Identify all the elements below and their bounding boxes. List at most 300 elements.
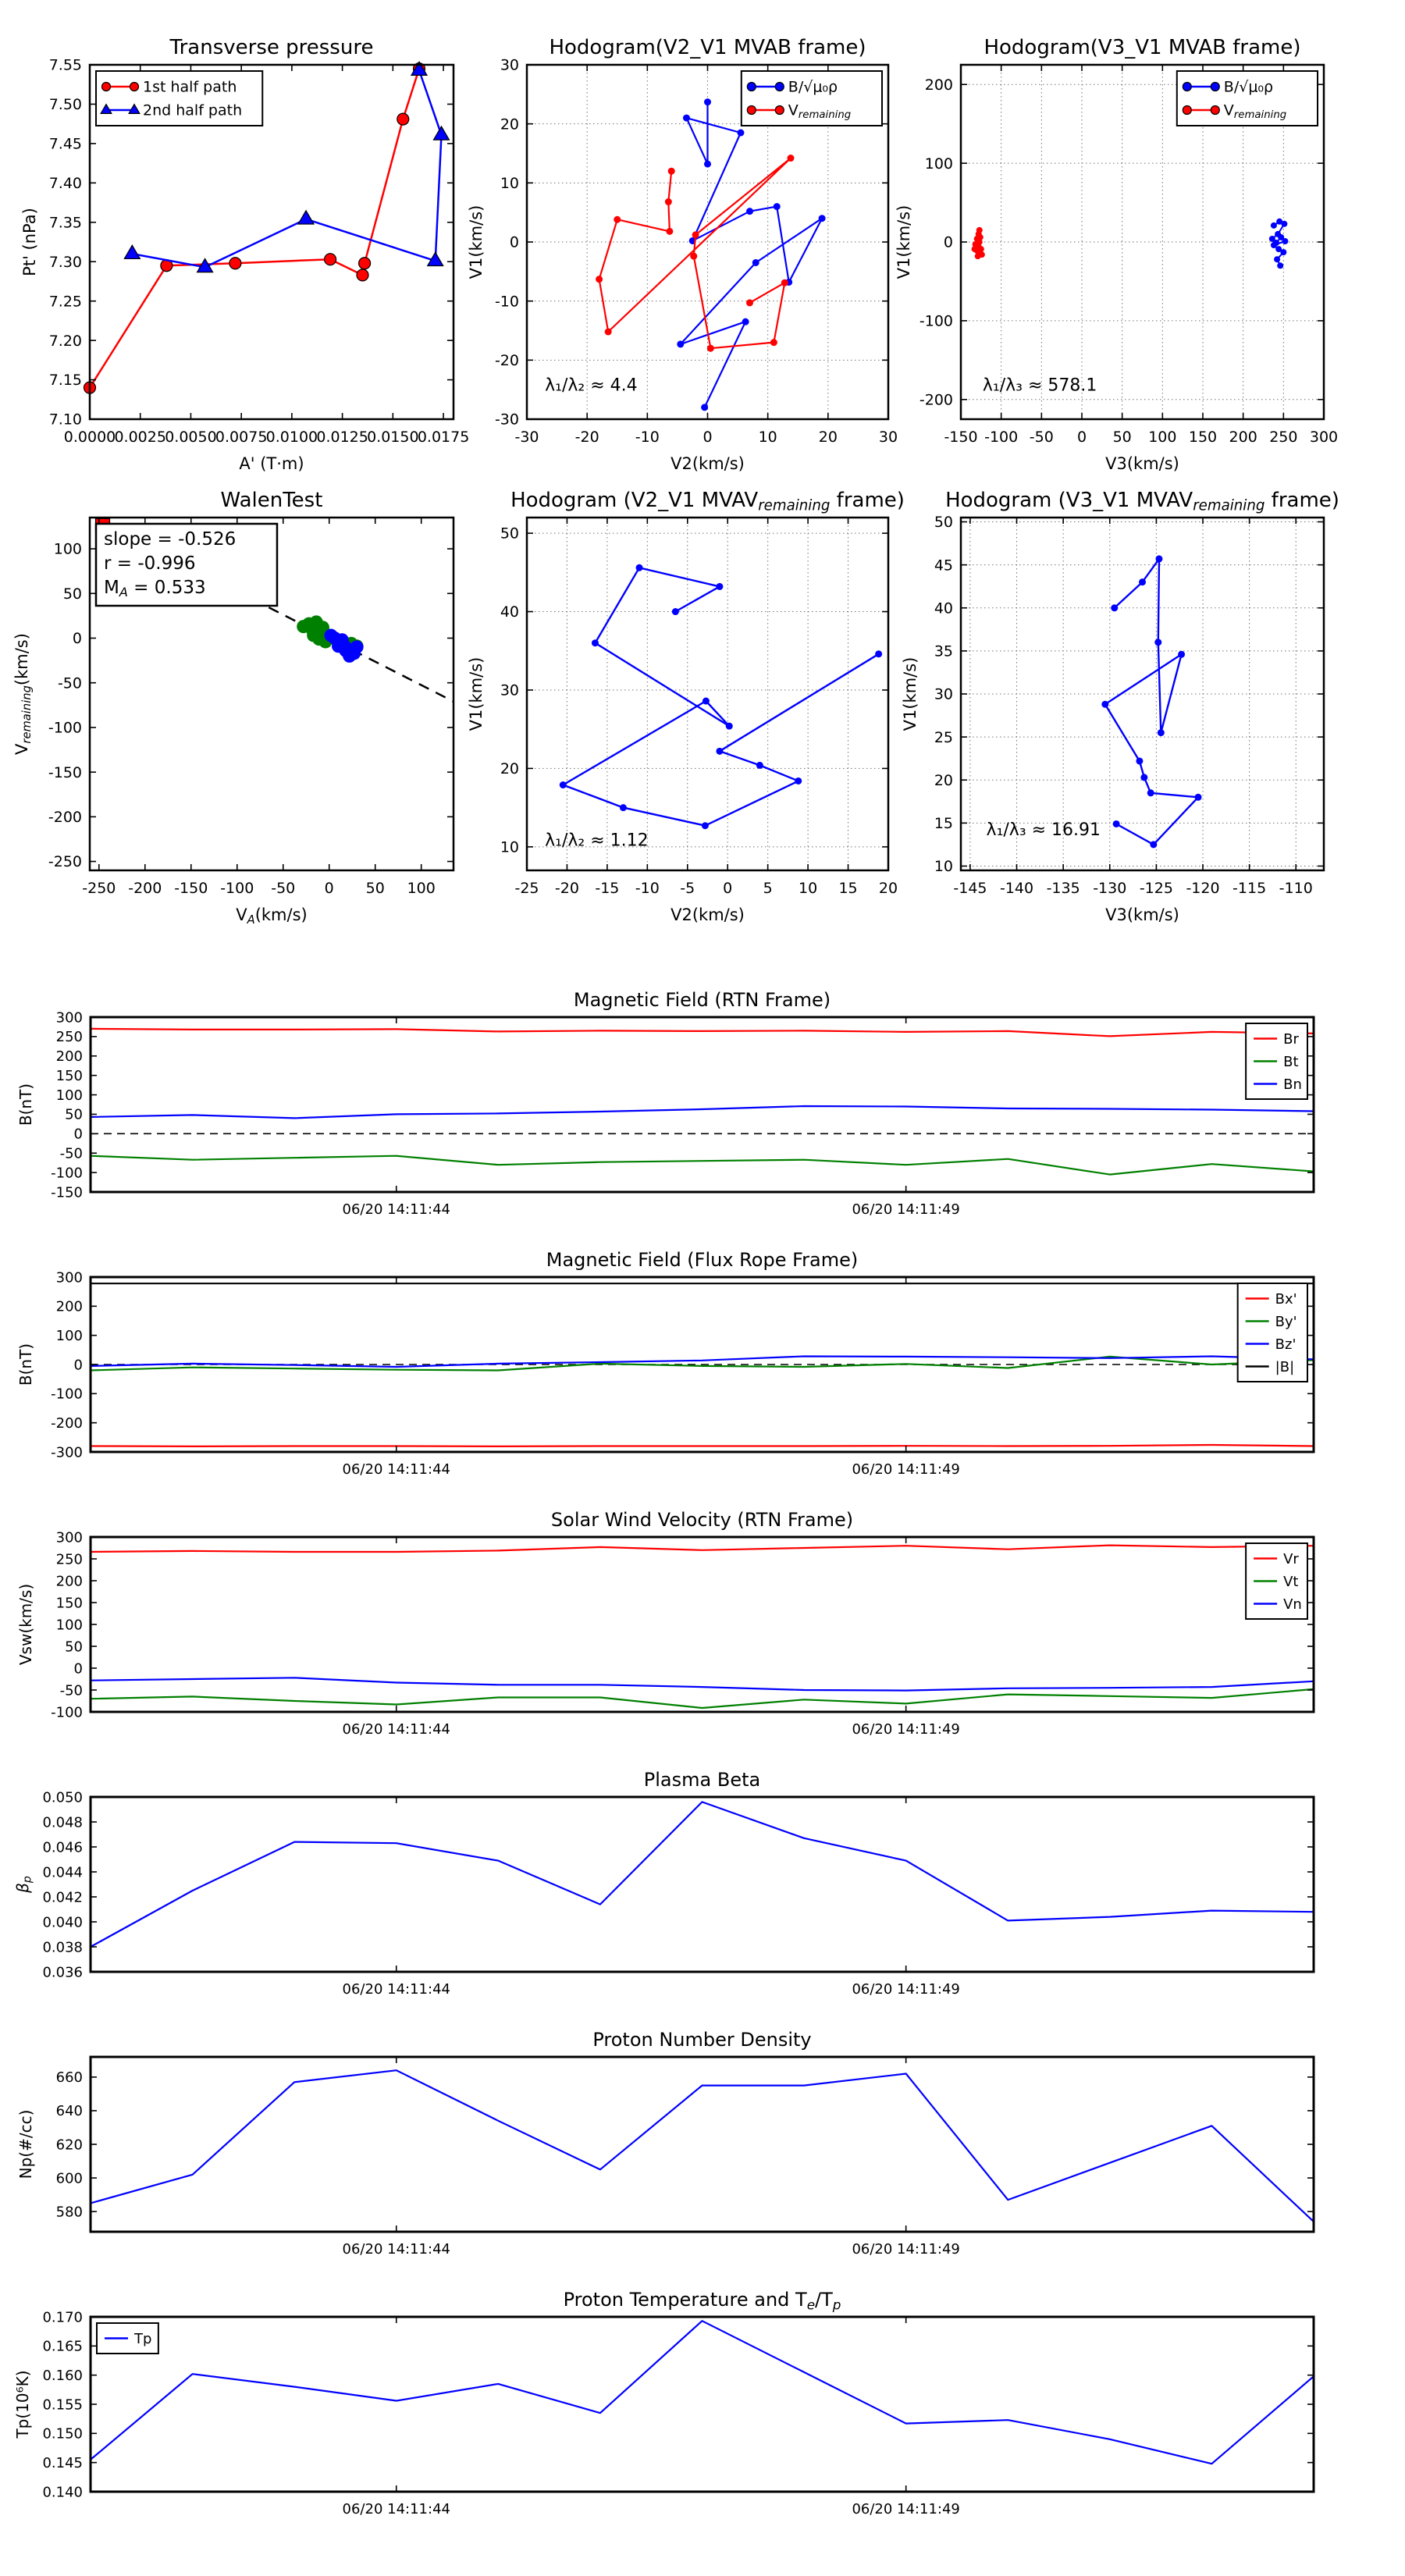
data-point-marker (298, 211, 314, 224)
data-point-marker (746, 299, 753, 306)
data-point-marker (704, 161, 711, 168)
y-tick-label: 620 (55, 2137, 83, 2154)
x-tick-label: -30 (514, 429, 539, 446)
data-point-marker (350, 640, 364, 653)
series-line (1105, 559, 1198, 845)
legend-box (1246, 1023, 1307, 1099)
data-point-marker (787, 155, 794, 162)
legend-box (1238, 1283, 1307, 1382)
x-tick-label: -250 (82, 880, 116, 897)
x-tick-label: 0.0050 (165, 429, 217, 446)
y-tick-label: 10 (500, 174, 519, 192)
legend-box (1177, 71, 1318, 126)
series-group (91, 1546, 1314, 1708)
data-point-marker (781, 279, 788, 286)
y-tick-label: -100 (51, 1386, 83, 1403)
x-tick-label: 100 (407, 880, 436, 897)
x-tick-label: -135 (1046, 880, 1080, 897)
x-tick-label: -15 (595, 880, 620, 897)
y-tick-label: 10 (500, 838, 519, 856)
y-tick-label: -30 (494, 411, 519, 429)
x-tick-label: -140 (999, 880, 1034, 897)
y-tick-label: -250 (48, 853, 82, 871)
y-tick-label: 50 (934, 514, 953, 532)
data-point-marker (1183, 83, 1191, 91)
series-line (91, 2321, 1314, 2464)
data-point-marker (668, 168, 675, 175)
chart-plasma-beta (13, 1769, 1314, 1998)
x-tick-label: 0 (723, 880, 733, 897)
y-axis-label: βp (13, 1876, 34, 1893)
data-point-marker (795, 777, 802, 785)
stats-line: r = -0.996 (104, 553, 196, 574)
y-tick-label: 0 (73, 1126, 83, 1143)
y-tick-label: 0 (509, 233, 519, 251)
legend-label: 2nd half path (143, 101, 243, 119)
chart-hodogram-v2v1-mvav (467, 489, 905, 924)
data-point-marker (1147, 789, 1154, 796)
annotation: λ₁/λ₃ ≈ 578.1 (982, 375, 1097, 396)
x-tick-label: 06/20 14:11:44 (342, 2241, 450, 2258)
data-point-marker (875, 650, 882, 657)
data-point-marker (596, 276, 603, 283)
x-tick-label: 0.0125 (316, 429, 368, 446)
chart-hodogram-v2v1-mvab (467, 36, 898, 473)
x-tick-label: 15 (838, 880, 858, 897)
legend-label: By' (1275, 1313, 1297, 1330)
axes-frame (527, 518, 888, 870)
chart-title: WalenTest (220, 489, 323, 512)
data-point-marker (677, 340, 684, 347)
x-tick-label: -50 (271, 880, 296, 897)
y-tick-label: -10 (494, 293, 519, 311)
data-point-marker (704, 98, 711, 105)
data-point-marker (1111, 604, 1118, 611)
series-line (91, 1802, 1314, 1947)
y-tick-label: -200 (48, 808, 82, 826)
x-tick-label: 0.0025 (114, 429, 166, 446)
x-axis-label: VA(km/s) (236, 906, 308, 927)
x-tick-label: 06/20 14:11:44 (342, 1201, 450, 1218)
y-tick-label: 100 (55, 1087, 83, 1104)
x-tick-label: 06/20 14:11:49 (852, 2501, 960, 2517)
x-tick-label: 0.0075 (215, 429, 268, 446)
axis-ticks (91, 1537, 1314, 1712)
subplot-transverse-pressure (20, 36, 470, 473)
y-tick-label: 40 (500, 603, 519, 621)
chart-hodogram-v3v1-mvav (901, 489, 1339, 924)
data-point-marker (1101, 701, 1108, 708)
x-tick-label: 20 (818, 429, 838, 446)
series-line (91, 1029, 1314, 1037)
legend-label: B/√μ₀ρ (1223, 78, 1274, 96)
chart-title: Plasma Beta (643, 1769, 761, 1791)
data-point-marker (336, 633, 349, 646)
y-tick-label: 30 (500, 681, 519, 699)
y-tick-label: 300 (55, 1269, 83, 1286)
y-axis-label: V1(km/s) (467, 205, 486, 279)
legend-label: |B| (1275, 1358, 1295, 1375)
y-tick-label: 50 (500, 525, 519, 543)
y-axis-label: Pt' (nPa) (20, 208, 39, 276)
x-tick-label: -200 (128, 880, 162, 897)
x-tick-label: 0.0175 (417, 429, 470, 446)
data-point-marker (702, 698, 710, 705)
series-group (596, 98, 826, 411)
y-tick-label: 0.170 (42, 2309, 83, 2326)
y-tick-label: 0.042 (42, 1889, 83, 1906)
data-point-marker (1139, 578, 1146, 585)
x-tick-label: 250 (1269, 429, 1298, 446)
y-tick-label: 30 (500, 56, 519, 74)
x-tick-label: 0.0150 (367, 429, 419, 446)
x-tick-label: -120 (1186, 880, 1220, 897)
series-line (91, 2070, 1314, 2222)
y-tick-label: 7.45 (48, 135, 82, 153)
y-tick-label: 300 (55, 1529, 83, 1546)
x-tick-label: 10 (799, 880, 818, 897)
stats-line: MA = 0.533 (104, 577, 206, 600)
data-point-marker (819, 215, 826, 222)
stats-line: slope = -0.526 (104, 528, 237, 550)
series-line (563, 568, 878, 825)
data-point-marker (359, 258, 371, 269)
x-tick-label: 10 (758, 429, 777, 446)
data-point-marker (742, 318, 749, 326)
y-tick-label: 7.50 (48, 96, 82, 114)
x-tick-label: 06/20 14:11:44 (342, 2501, 450, 2517)
y-tick-label: 50 (62, 585, 82, 603)
x-axis-label: V2(km/s) (670, 454, 745, 473)
subplot-magnetic-field-flux-rope (16, 1249, 1314, 1478)
data-point-marker (1178, 651, 1185, 658)
data-point-marker (690, 253, 697, 260)
y-tick-label: -50 (59, 1682, 83, 1699)
grid (961, 518, 1324, 870)
subplot-hodogram-v2v1-mvab (467, 36, 898, 473)
chart-vsw-rtn (16, 1509, 1314, 1738)
legend-label: Vremaining (788, 101, 852, 122)
chart-title: Solar Wind Velocity (RTN Frame) (550, 1509, 854, 1531)
y-tick-label: -150 (51, 1184, 83, 1201)
x-tick-label: -50 (1029, 429, 1054, 446)
y-tick-label: -100 (48, 719, 82, 737)
data-point-marker (716, 583, 723, 590)
y-tick-label: 50 (65, 1638, 83, 1656)
y-tick-label: 0.048 (42, 1814, 83, 1831)
series-group (91, 2321, 1314, 2464)
y-tick-label: -100 (51, 1165, 83, 1182)
y-tick-label: 0 (73, 1357, 83, 1374)
series-group (972, 219, 1289, 269)
y-axis-label: Vsw(km/s) (16, 1583, 35, 1666)
x-tick-label: 0 (702, 429, 713, 446)
subplot-magnetic-field-rtn (16, 989, 1314, 1218)
y-tick-label: 250 (55, 1551, 83, 1568)
x-tick-label: -115 (1232, 880, 1267, 897)
x-tick-label: 06/20 14:11:44 (342, 1721, 450, 1738)
y-tick-label: 200 (55, 1573, 83, 1590)
data-point-marker (1274, 256, 1280, 262)
data-point-marker (1211, 83, 1219, 91)
y-tick-label: 50 (65, 1106, 83, 1123)
chart-title: Hodogram (V3_V1 MVAVremaining frame) (945, 489, 1339, 514)
x-tick-label: -100 (220, 880, 254, 897)
axis-ticks (91, 1797, 1314, 1972)
y-tick-label: -100 (51, 1704, 83, 1721)
x-axis-label: V3(km/s) (1105, 454, 1179, 473)
data-point-marker (1150, 841, 1157, 848)
data-point-marker (726, 723, 733, 730)
data-point-marker (560, 781, 567, 788)
y-tick-label: 250 (55, 1029, 83, 1046)
data-point-marker (1280, 249, 1286, 255)
data-point-marker (605, 329, 612, 336)
y-tick-label: 100 (55, 1617, 83, 1634)
x-tick-label: 300 (1309, 429, 1339, 446)
subplot-proton-temperature (13, 2289, 1314, 2517)
chart-title: Hodogram(V3_V1 MVAB frame) (984, 36, 1301, 59)
x-tick-label: -110 (1279, 880, 1313, 897)
series-line (91, 1689, 1314, 1708)
x-tick-label: -130 (1093, 880, 1127, 897)
x-tick-label: 06/20 14:11:49 (852, 1981, 960, 1998)
series-group (91, 1802, 1314, 1947)
legend-label: Vremaining (1223, 101, 1287, 122)
data-point-marker (692, 231, 699, 238)
data-point-marker (747, 83, 756, 91)
y-tick-label: 660 (55, 2069, 83, 2087)
x-tick-label: -25 (514, 880, 539, 897)
data-point-marker (614, 216, 621, 223)
data-point-marker (770, 339, 777, 346)
y-tick-label: 0.165 (42, 2338, 83, 2355)
data-point-marker (1155, 555, 1162, 562)
y-tick-label: 25 (934, 728, 953, 746)
data-point-marker (665, 198, 672, 205)
y-tick-label: 0 (943, 233, 953, 251)
x-tick-label: 0 (324, 880, 334, 897)
data-point-marker (1113, 820, 1120, 827)
chart-tp (13, 2289, 1314, 2517)
y-tick-label: 580 (55, 2204, 83, 2221)
data-point-marker (737, 130, 744, 137)
data-point-marker (1136, 757, 1143, 764)
subplot-hodogram-v3v1-mvav-remaining (901, 489, 1339, 924)
legend-box (742, 71, 882, 126)
subplot-proton-number-density (16, 2029, 1314, 2258)
chart-b-rtn (16, 989, 1314, 1218)
y-tick-label: 0.036 (42, 1964, 83, 1981)
data-point-marker (701, 404, 708, 411)
data-point-marker (702, 822, 709, 829)
y-tick-label: -50 (59, 1145, 83, 1162)
y-tick-label: 0 (73, 1660, 83, 1678)
chart-title: Proton Temperature and Te/Tp (563, 2289, 841, 2313)
y-tick-label: 0.145 (42, 2454, 83, 2471)
y-tick-label: 7.30 (48, 253, 82, 271)
y-tick-label: 35 (934, 642, 953, 660)
annotation: λ₁/λ₂ ≈ 4.4 (545, 375, 638, 396)
data-point-marker (747, 106, 756, 115)
data-point-marker (1195, 794, 1202, 801)
y-tick-label: 20 (500, 760, 519, 778)
y-tick-label: 7.15 (48, 372, 82, 390)
data-point-marker (683, 115, 690, 122)
legend-label: Vt (1283, 1573, 1299, 1590)
axes-frame (91, 1537, 1314, 1712)
legend-box (97, 2323, 158, 2354)
y-tick-label: 10 (934, 858, 953, 876)
y-tick-label: 300 (55, 1009, 83, 1026)
x-tick-label: 06/20 14:11:44 (342, 1461, 450, 1478)
data-point-marker (229, 258, 241, 269)
chart-hodogram-v3v1-mvab (895, 36, 1339, 473)
x-tick-label: -125 (1139, 880, 1173, 897)
y-tick-label: 7.25 (48, 293, 82, 311)
y-tick-label: 150 (55, 1067, 83, 1084)
y-tick-label: 20 (500, 116, 519, 133)
y-tick-label: 20 (934, 771, 953, 789)
axis-ticks (527, 518, 888, 870)
y-tick-label: 0.140 (42, 2484, 83, 2501)
series-group (560, 564, 882, 829)
y-tick-label: 100 (924, 155, 953, 173)
y-tick-label: 7.35 (48, 214, 82, 232)
legend-label: Bt (1283, 1053, 1299, 1070)
x-tick-label: 06/20 14:11:49 (852, 2241, 960, 2258)
x-axis-label: V3(km/s) (1105, 906, 1179, 924)
data-point-marker (1211, 106, 1219, 115)
x-tick-label: 0.0000 (63, 429, 116, 446)
y-axis-label: V1(km/s) (901, 656, 919, 731)
x-tick-label: 20 (878, 880, 898, 897)
series-line (91, 1106, 1314, 1118)
y-tick-label: -200 (51, 1414, 83, 1432)
data-point-marker (707, 345, 714, 352)
chart-np (16, 2029, 1314, 2258)
y-tick-label: 0.038 (42, 1939, 83, 1956)
grid (527, 518, 888, 870)
axis-ticks (91, 1017, 1314, 1192)
y-tick-label: 600 (55, 2170, 83, 2187)
x-tick-label: 150 (1188, 429, 1218, 446)
series-line (91, 1357, 1314, 1371)
y-tick-label: 30 (934, 685, 953, 703)
data-point-marker (716, 748, 723, 755)
subplot-hodogram-v2v1-mvav-remaining (467, 489, 905, 924)
x-tick-label: -100 (984, 429, 1019, 446)
x-tick-label: 06/20 14:11:49 (852, 1201, 960, 1218)
chart-title: Magnetic Field (Flux Rope Frame) (546, 1249, 859, 1271)
y-tick-label: -20 (494, 351, 519, 369)
data-point-marker (130, 83, 139, 91)
y-tick-label: -300 (51, 1444, 83, 1461)
x-tick-label: 100 (1148, 429, 1177, 446)
series-line (91, 1546, 1314, 1552)
x-tick-label: -5 (680, 880, 695, 897)
legend-label: Vn (1283, 1596, 1302, 1613)
legend-box (96, 71, 262, 126)
x-tick-label: 50 (1112, 429, 1132, 446)
series-group (91, 2070, 1314, 2222)
x-tick-label: -150 (174, 880, 208, 897)
y-tick-label: 200 (55, 1298, 83, 1315)
legend-label: B/√μ₀ρ (788, 78, 838, 96)
axes-frame (91, 2317, 1314, 2492)
y-tick-label: 15 (934, 815, 953, 833)
data-point-marker (1140, 774, 1147, 781)
data-point-marker (124, 245, 140, 258)
annotation: λ₁/λ₂ ≈ 1.12 (545, 831, 649, 851)
y-tick-label: 0.044 (42, 1864, 83, 1881)
data-point-marker (1183, 106, 1191, 115)
y-tick-label: 0.050 (42, 1789, 83, 1806)
legend-label: Tp (134, 2330, 152, 2347)
y-tick-label: 45 (934, 557, 953, 575)
legend-label: Bn (1283, 1076, 1302, 1093)
data-point-marker (357, 269, 368, 281)
series-line (91, 1678, 1314, 1690)
legend-label: Bx' (1275, 1290, 1297, 1308)
series-line (91, 1445, 1314, 1446)
x-tick-label: -10 (635, 429, 660, 446)
data-point-marker (620, 804, 627, 811)
chart-title: Hodogram (V2_V1 MVAVremaining frame) (510, 489, 905, 514)
series-group (1101, 555, 1201, 848)
legend-label: Br (1283, 1030, 1299, 1048)
chart-transverse-pressure (20, 36, 470, 473)
y-tick-label: 7.55 (48, 56, 82, 74)
data-point-marker (1158, 729, 1165, 736)
chart-title: Proton Number Density (592, 2029, 812, 2051)
y-tick-label: 0 (72, 630, 82, 648)
data-point-marker (774, 203, 781, 210)
y-axis-label: V1(km/s) (467, 656, 486, 731)
y-tick-label: -100 (919, 312, 953, 330)
legend-label: Bz' (1275, 1336, 1297, 1353)
x-axis-label: V2(km/s) (670, 906, 745, 924)
subplot-hodogram-v3v1-mvab (895, 36, 1339, 473)
data-point-marker (975, 253, 981, 259)
y-tick-label: 150 (55, 1595, 83, 1612)
y-axis-label: V1(km/s) (895, 205, 913, 279)
series-line (681, 102, 822, 407)
legend-box (1246, 1543, 1307, 1619)
data-point-marker (636, 564, 643, 571)
data-point-marker (1271, 242, 1277, 248)
y-axis-label: Np(#/cc) (16, 2109, 35, 2179)
axes-frame (91, 1797, 1314, 1972)
data-point-marker (775, 83, 784, 91)
x-axis-label: A' (T·m) (239, 454, 304, 473)
stats-box (96, 524, 277, 606)
x-tick-label: -20 (554, 880, 579, 897)
x-tick-label: 200 (1229, 429, 1257, 446)
y-tick-label: 0.150 (42, 2425, 83, 2443)
y-tick-label: 0.040 (42, 1914, 83, 1931)
x-tick-label: -145 (953, 880, 987, 897)
y-tick-label: -150 (48, 763, 82, 781)
axes-frame (91, 2057, 1314, 2232)
x-tick-label: 06/20 14:11:44 (342, 1981, 450, 1998)
y-tick-label: 640 (55, 2103, 83, 2120)
y-tick-label: -50 (57, 674, 82, 692)
x-tick-label: -10 (635, 880, 660, 897)
data-point-marker (1271, 222, 1277, 229)
y-tick-label: 7.10 (48, 411, 82, 429)
y-axis-label: Vremaining(km/s) (12, 633, 34, 755)
